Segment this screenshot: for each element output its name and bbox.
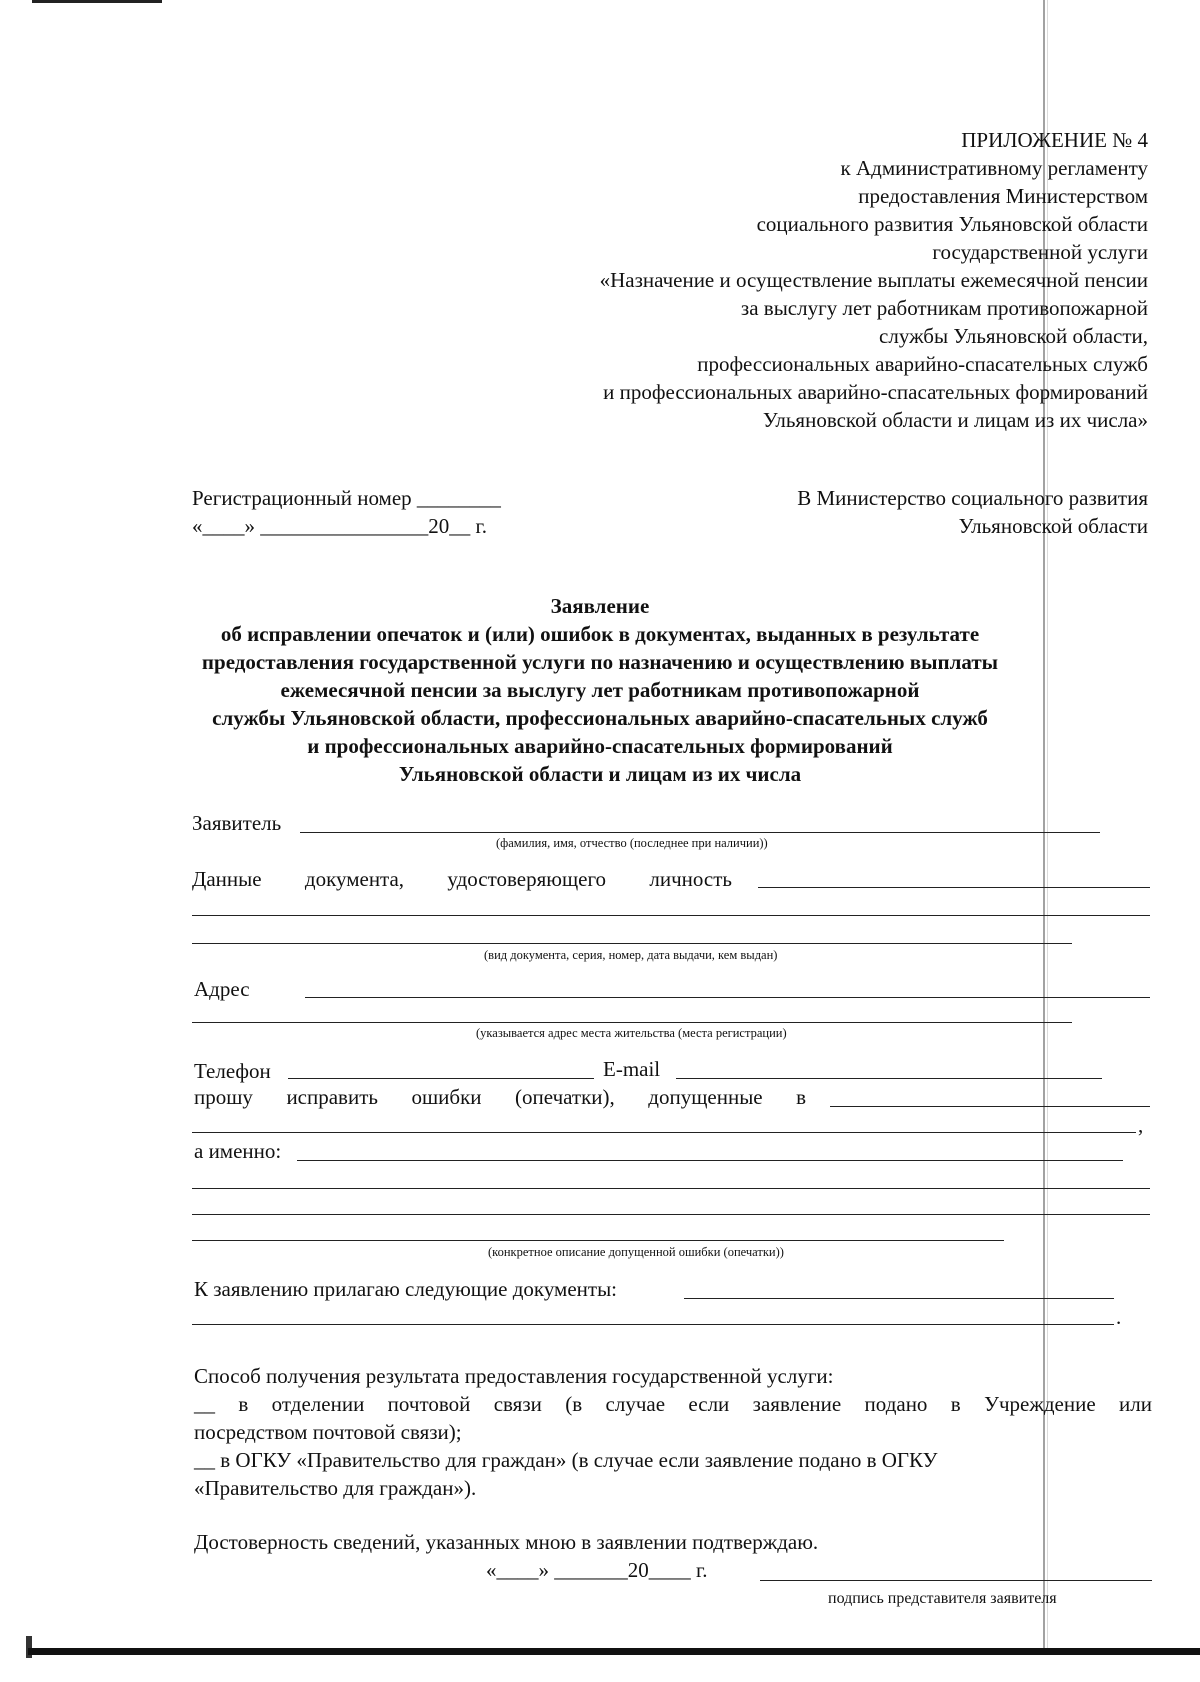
delivery-option-ogku-cont: «Правительство для граждан»).: [194, 1476, 477, 1500]
id-document-field-line3[interactable]: [192, 943, 1072, 944]
id-document-label: Данные документа, удостоверяющего личность: [192, 867, 732, 891]
id-document-field[interactable]: [758, 887, 1150, 888]
namely-field-line2[interactable]: [192, 1188, 1150, 1189]
request-comma: ,: [1138, 1113, 1144, 1137]
phone-field[interactable]: [288, 1078, 594, 1079]
confirmation-text: Достоверность сведений, указанных мною в заявлении подтверждаю.: [194, 1530, 819, 1554]
email-label: E-mail: [603, 1057, 661, 1081]
namely-hint: (конкретное описание допущенной ошибки (опечатки)): [488, 1245, 784, 1259]
delivery-option-post[interactable]: __ в отделении почтовой связи (в случае если заявление подано в Учреждение или: [194, 1392, 1152, 1416]
appendix-line: профессиональных аварийно-спасательных служб: [697, 352, 1148, 376]
appendix-line: к Административному регламенту: [840, 156, 1148, 180]
request-label: прошу исправить ошибки (опечатки), допущенные в: [194, 1085, 807, 1109]
appendix-number: ПРИЛОЖЕНИЕ № 4: [961, 128, 1148, 152]
address-field[interactable]: [305, 997, 1150, 998]
appendix-line: за выслугу лет работникам противопожарной: [740, 296, 1148, 320]
applicant-hint: (фамилия, имя, отчество (последнее при наличии)): [496, 836, 768, 850]
delivery-heading: Способ получения результата предоставления государственной услуги:: [194, 1364, 834, 1388]
recipient-line: Ульяновской области: [958, 514, 1148, 538]
namely-field-line3[interactable]: [192, 1214, 1150, 1215]
appendix-line: предоставления Министерством: [858, 184, 1148, 208]
recipient-block: [797, 484, 1148, 540]
appendix-line: социального развития Ульяновской области: [756, 212, 1148, 236]
registration-block: [192, 484, 501, 540]
applicant-label: Заявитель: [192, 811, 282, 835]
title-line: ежемесячной пенсии за выслугу лет работникам противопожарной: [280, 678, 920, 702]
request-document-field-line2[interactable]: [192, 1132, 1136, 1133]
address-hint: (указывается адрес места жительства (места регистрации): [476, 1026, 787, 1040]
scan-edge-bottom: [28, 1648, 1200, 1655]
registration-date: «____» ________________20__ г.: [192, 514, 487, 538]
request-document-field[interactable]: [830, 1106, 1150, 1107]
email-field[interactable]: [676, 1078, 1102, 1079]
title-line: предоставления государственной услуги по назначению и осуществлению выплаты: [201, 650, 999, 674]
confirmation-date[interactable]: «____» _______20____ г.: [486, 1558, 708, 1582]
phone-label: Телефон: [194, 1059, 271, 1083]
applicant-field[interactable]: [300, 832, 1100, 833]
appendix-line: и профессиональных аварийно-спасательных формирований: [603, 380, 1148, 404]
delivery-option-post-cont: посредством почтовой связи);: [194, 1420, 462, 1444]
appendix-line: государственной услуги: [932, 240, 1148, 264]
scan-edge-top: [32, 0, 162, 3]
address-field-line2[interactable]: [192, 1022, 1072, 1023]
title-line: службы Ульяновской области, профессиональных аварийно-спасательных служб: [212, 706, 988, 730]
title-line: и профессиональных аварийно-спасательных формирований: [307, 734, 893, 758]
appendix-line: службы Ульяновской области,: [879, 324, 1148, 348]
title-line: Ульяновской области и лицам из их числа: [398, 762, 802, 786]
appendix-header: [428, 126, 1148, 434]
namely-label: а именно:: [194, 1139, 282, 1163]
delivery-option-ogku[interactable]: __ в ОГКУ «Правительство для граждан» (в случае если заявление подано в ОГКУ: [194, 1448, 938, 1472]
document-title: [160, 592, 1040, 788]
recipient-line: В Министерство социального развития: [797, 486, 1148, 510]
title-line: об исправлении опечаток и (или) ошибок в документах, выданных в результате: [220, 622, 980, 646]
appendix-line: «Назначение и осуществление выплаты ежемесячной пенсии: [599, 268, 1148, 292]
attachments-period: .: [1116, 1305, 1122, 1329]
id-document-hint: (вид документа, серия, номер, дата выдачи, кем выдан): [484, 948, 778, 962]
title-heading: Заявление: [550, 594, 650, 618]
appendix-line: Ульяновской области и лицам из их числа»: [762, 408, 1148, 432]
attachments-field-line2[interactable]: [192, 1324, 1114, 1325]
registration-number: Регистрационный номер ________: [192, 486, 501, 510]
attachments-field[interactable]: [684, 1298, 1114, 1299]
attachments-label: К заявлению прилагаю следующие документы:: [194, 1277, 618, 1301]
id-document-field-line2[interactable]: [192, 915, 1150, 916]
namely-field[interactable]: [297, 1160, 1123, 1161]
address-label: Адрес: [194, 977, 250, 1001]
namely-field-line4[interactable]: [192, 1240, 1004, 1241]
signature-field[interactable]: [760, 1580, 1152, 1581]
signature-hint: подпись представителя заявителя: [828, 1590, 1057, 1607]
